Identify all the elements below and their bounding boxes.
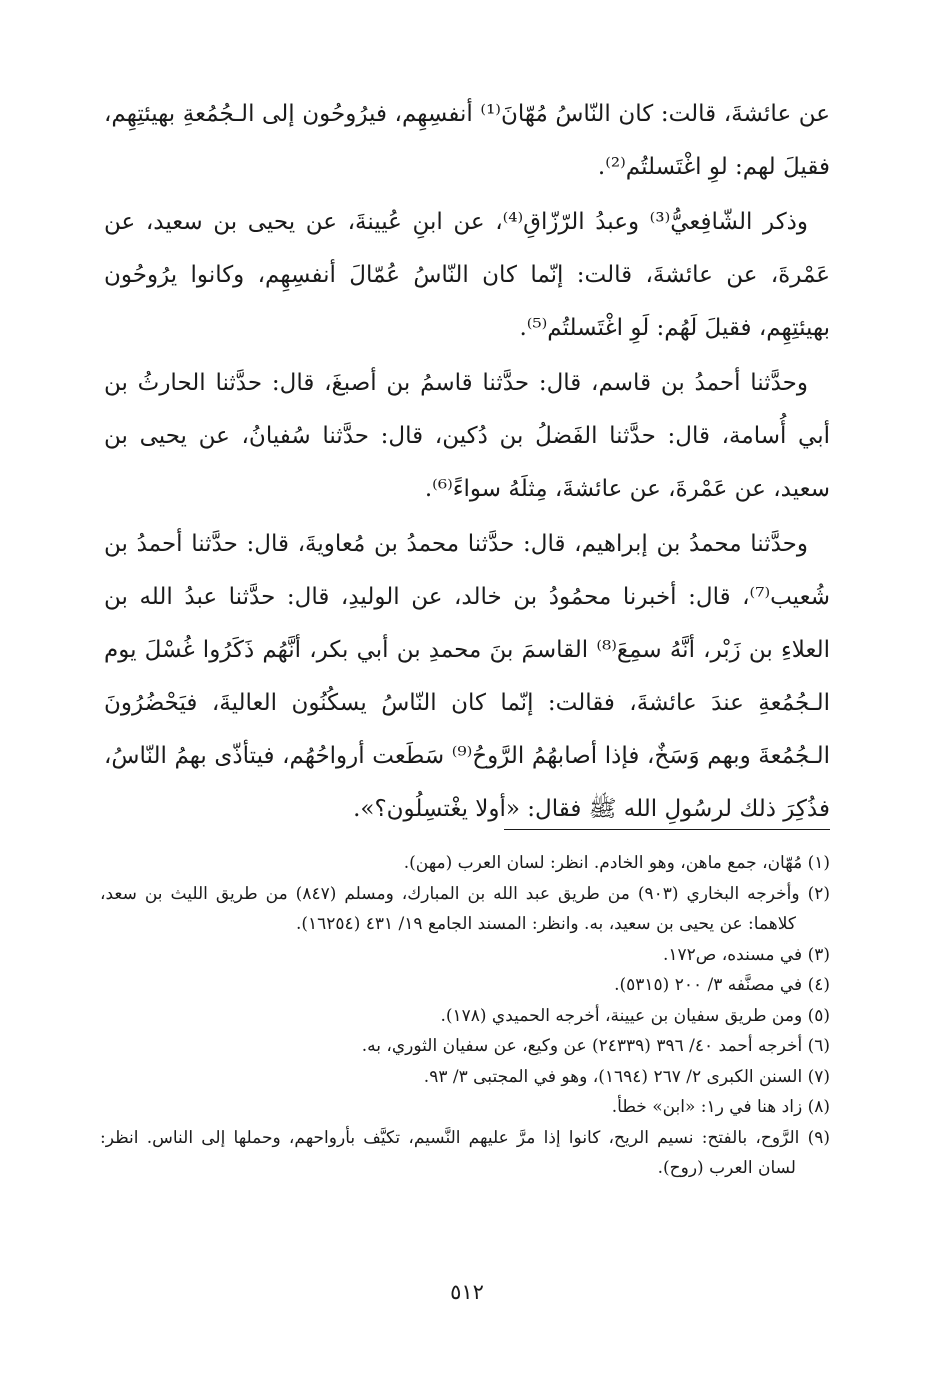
footnote-5: (٥) ومن طريق سفيان بن عيينة، أخرجه الحميدي (١٧٨). (440, 1005, 830, 1026)
footnote-6: (٦) أخرجه أحمد ٤٠/ ٣٩٦ (٢٤٣٣٩) عن وكيع، عن سفيان الثوري، به. (361, 1036, 830, 1056)
main-text (104, 88, 830, 838)
footnote-2: (٢) وأخرجه البخاري (٩٠٣) من طريق عبد الله بن المبارك، ومسلم (٨٤٧) من طريق الليث بن سعد، كلاهما: عن يحيى بن سعيد، به. وانظر: المسند الجامع ١٩/ ٤٣١ (١٦٢٥٤). (100, 883, 831, 934)
paragraph-3: وحدَّثنا أحمدُ بن قاسم، قال: حدَّثنا قاسمُ بن أصبغَ، قال: حدَّثنا الحارثُ بن أبي أُسامة، قال: حدَّثنا الفَضلُ بن دُكين، قال: حدَّثنا سُفيانُ، عن يحيى بن سعيد، عن عَمْرةَ، عن عائشةَ، مِثلَهُ سواءً⁽⁶⁾. (104, 370, 830, 502)
footnote-1: (١) مُهّان، جمع ماهن، وهو الخادم. انظر: لسان العرب (مهن). (403, 853, 830, 873)
footnote-8: (٨) زاد هنا في ر١: «ابن» خطأ. (611, 1097, 830, 1117)
page-number: ٥١٢ (450, 1280, 484, 1304)
paragraph-2: وذكر الشّافِعيُّ⁽³⁾ وعبدُ الرّزّاقِ⁽⁴⁾، عن ابنِ عُيينةَ، عن يحيى بن سعيد، عن عَمْرةَ، عن عائشةَ، قالت: إنّما كان النّاسُ عُمّالَ أنفسِهِم، وكانوا يرُوحُون بهيئتِهِم، فقيلَ لَهُم: لَوِ اغْتَسلتُم⁽⁵⁾. (104, 209, 830, 341)
footnotes (100, 848, 830, 1184)
footnote-3: (٣) في مسنده، ص١٧٢. (662, 944, 830, 965)
paragraph-1: عن عائشةَ، قالت: كان النّاسُ مُهّانَ⁽¹⁾ أنفسِهِم، فيرُوحُون إلى الـجُمُعةِ بهيئتِهِم، فقيلَ لهم: لوِ اغْتَسلتُم⁽²⁾. (104, 101, 830, 180)
paragraph-4: وحدَّثنا محمدُ بن إبراهيم، قال: حدَّثنا محمدُ بن مُعاويةَ، قال: حدَّثنا أحمدُ بن شُعيب⁽⁷⁾، قال: أخبرنا محمُودُ بن خالد، عن الوليدِ، قال: حدَّثنا عبدُ الله بن العلاءِ بن زَبْر، أنَّهُ سمِعَ⁽⁸⁾ القاسمَ بنَ محمدِ بن أبي بكر، أنَّهُم ذَكَرُوا غُسْلَ يوم الـجُمُعةِ عندَ عائشةَ، فقالت: إنّما كان النّاسُ يسكُنُون العاليةَ، فيَحْضُرُونَ الـجُمُعةَ وبهم وَسَخٌ، فإذا أصابهُمُ الرَّوحُ⁽⁹⁾ سَطَعت أرواحُهُم، فيتأذّى بهمُ النّاسُ، فذُكِرَ ذلك لرسُولِ الله ﷺ فقال: «أولا يغْتسِلُون؟». (104, 531, 831, 822)
footnote-4: (٤) في مصنَّفه ٣/ ٢٠٠ (٥٣١٥). (614, 975, 830, 995)
footnote-separator (504, 829, 830, 830)
footnote-9: (٩) الرَّوح، بالفتح: نسيم الريح، كانوا إذا مرَّ عليهم النَّسيم، تكيَّف بأرواحهم، وحملها إلى الناس. انظر: لسان العرب (روح). (100, 1127, 830, 1178)
footnote-7: (٧) السنن الكبرى ٢/ ٢٦٧ (١٦٩٤)، وهو في المجتبى ٣/ ٩٣. (423, 1066, 830, 1087)
